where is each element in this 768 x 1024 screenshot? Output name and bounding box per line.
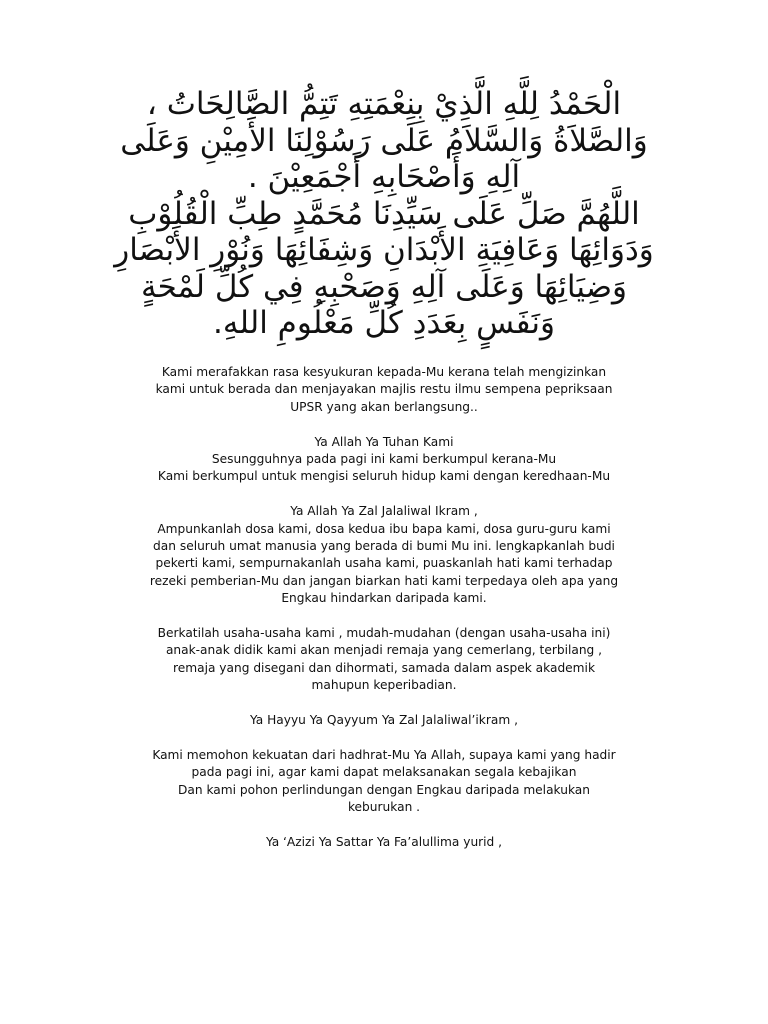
text-line: pekerti kami, sempurnakanlah usaha kami, puaskanlah hati kami terhadap xyxy=(155,556,613,571)
text-line: anak-anak didik kami akan menjadi remaja yang cemerlang, terbilang , xyxy=(165,643,603,658)
text-line: Dan kami pohon perlindungan dengan Engkau daripada melakukan xyxy=(178,782,590,797)
text-line: Kami merafakkan rasa kesyukuran kepada-Mu kerana telah mengizinkan xyxy=(161,365,607,379)
text-line: Sesungguhnya pada pagi ini kami berkumpul kerana-Mu xyxy=(211,452,557,467)
malay-prayer-text xyxy=(100,364,668,869)
paragraph-invocation-hayyu xyxy=(100,712,668,729)
paragraph-gratitude xyxy=(100,364,668,416)
paragraph-invocation-azizi xyxy=(100,834,668,851)
text-line: keburukan . xyxy=(347,800,421,815)
arabic-line: الْحَمْدُ لِلَّهِ الَّذِيْ بِنِعْمَتِهِ تَتِمُّ الصَّالِحَاتُ ، xyxy=(146,86,622,122)
arabic-line: وَدَوَائِهَا وَعَافِيَةِ الأَبْدَانِ وَشِفَائِهَا وَنُوْرِ الأَبْصَارِ xyxy=(114,232,654,268)
text-line: Engkau hindarkan daripada kami. xyxy=(281,591,487,606)
arabic-opening-prayer xyxy=(100,86,668,342)
arabic-line: آلِهِ وَأَصْحَابِهِ أَجْمَعِيْنَ . xyxy=(247,159,521,195)
arabic-line: اللَّهُمَّ صَلِّ عَلَى سَيِّدِنَا مُحَمَّدٍ طِبِّ الْقُلُوْبِ xyxy=(128,195,640,232)
text-line: Ya Allah Ya Zal Jalaliwal Ikram , xyxy=(290,504,478,519)
text-line: Kami memohon kekuatan dari hadhrat-Mu Ya Allah, supaya kami yang hadir xyxy=(152,747,616,762)
text-line: Ya Hayyu Ya Qayyum Ya Zal Jalaliwal’ikram , xyxy=(250,713,518,728)
arabic-line: وَنَفَسٍ بِعَدَدِ كُلِّ مَعْلُومِ اللهِ. xyxy=(213,305,555,341)
text-line: Kami berkumpul untuk mengisi seluruh hidup kami dengan keredhaan-Mu xyxy=(157,469,611,484)
text-line: pada pagi ini, agar kami dapat melaksanakan segala kebajikan xyxy=(191,765,577,780)
text-line: rezeki pemberian-Mu dan jangan biarkan hati kami terpedaya oleh apa yang xyxy=(149,573,619,588)
arabic-line: وَضِيَائِهَا وَعَلَى آلِهِ وَصَحْبِهِ فِي كُلِّ لَمْحَةٍ xyxy=(141,268,627,305)
text-line: mahupun keperibadian. xyxy=(311,678,457,693)
paragraph-forgiveness xyxy=(100,503,668,607)
text-line: UPSR yang akan berlangsung.. xyxy=(290,399,478,414)
text-line: kami untuk berada dan menjayakan majlis restu ilmu sempena pepriksaan xyxy=(155,382,613,397)
text-line: Ya ‘Azizi Ya Sattar Ya Fa’alullima yurid , xyxy=(265,834,503,849)
text-line: Ampunkanlah dosa kami, dosa kedua ibu bapa kami, dosa guru-guru kami xyxy=(157,521,611,536)
text-line: Berkatilah usaha-usaha kami , mudah-mudahan (dengan usaha-usaha ini) xyxy=(157,626,611,641)
paragraph-strength xyxy=(100,747,668,817)
paragraph-gathering xyxy=(100,434,668,486)
paragraph-blessing xyxy=(100,625,668,695)
text-line: Ya Allah Ya Tuhan Kami xyxy=(314,434,454,449)
text-line: dan seluruh umat manusia yang berada di bumi Mu ini. lengkapkanlah budi xyxy=(153,539,615,554)
arabic-line: وَالصَّلاَةُ وَالسَّلاَمُ عَلَى رَسُوْلِنَا الأَمِيْنِ وَعَلَى xyxy=(120,122,648,159)
text-line: remaja yang disegani dan dihormati, samada dalam aspek akademik xyxy=(173,660,595,675)
